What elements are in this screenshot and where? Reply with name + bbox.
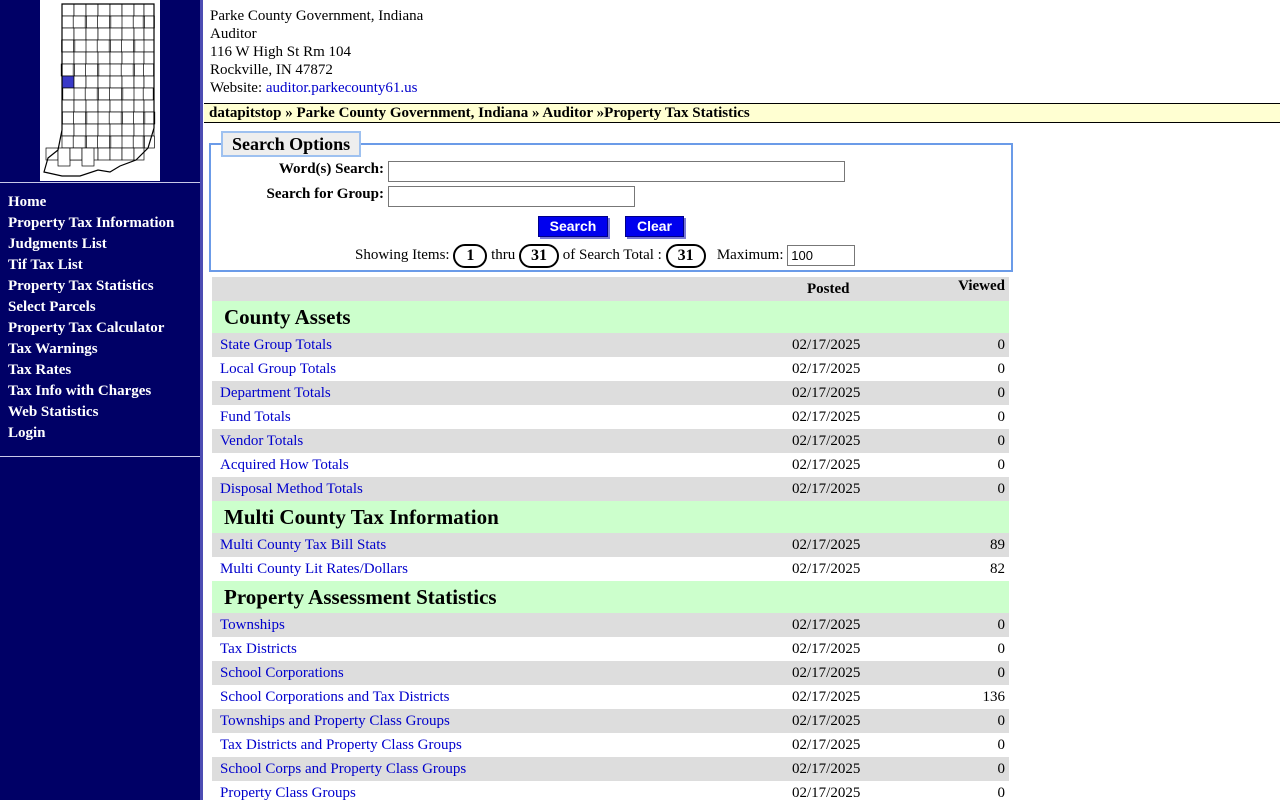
search-button[interactable]: Search xyxy=(538,216,608,237)
sidebar-item-property-tax-statistics[interactable]: Property Tax Statistics xyxy=(8,278,154,294)
posted-header: Posted xyxy=(807,281,850,297)
clear-button[interactable]: Clear xyxy=(625,216,684,237)
website-link[interactable]: auditor.parkecounty61.us xyxy=(265,80,418,96)
report-link[interactable]: State Group Totals xyxy=(220,337,332,353)
report-link[interactable]: Local Group Totals xyxy=(220,361,337,377)
viewed-count: 0 xyxy=(997,409,1005,425)
posted-date: 02/17/2025 xyxy=(792,337,861,353)
posted-date: 02/17/2025 xyxy=(792,737,861,753)
sidebar-item-tax-warnings[interactable]: Tax Warnings xyxy=(8,341,98,357)
sidebar-item-login[interactable]: Login xyxy=(8,425,46,441)
viewed-count: 0 xyxy=(997,385,1005,401)
posted-date: 02/17/2025 xyxy=(792,713,861,729)
table-row xyxy=(212,429,1009,453)
viewed-count: 0 xyxy=(997,433,1005,449)
report-link[interactable]: Multi County Lit Rates/Dollars xyxy=(220,561,408,577)
posted-date: 02/17/2025 xyxy=(792,761,861,777)
posted-date: 02/17/2025 xyxy=(792,561,861,577)
sidebar-item-tif-tax-list[interactable]: Tif Tax List xyxy=(8,257,83,273)
table-row xyxy=(212,557,1009,581)
viewed-count: 0 xyxy=(997,641,1005,657)
report-link[interactable]: Townships xyxy=(220,617,285,633)
map-frame xyxy=(40,0,160,181)
to-count-badge: 31 xyxy=(519,244,559,268)
report-link[interactable]: School Corporations and Tax Districts xyxy=(220,689,450,705)
viewed-header: Viewed xyxy=(958,278,1005,294)
sidebar xyxy=(0,0,203,800)
sidebar-item-judgments-list[interactable]: Judgments List xyxy=(8,236,107,252)
report-link[interactable]: Tax Districts xyxy=(220,641,297,657)
report-link[interactable]: Property Class Groups xyxy=(220,785,356,801)
posted-date: 02/17/2025 xyxy=(792,785,861,801)
viewed-count: 0 xyxy=(997,617,1005,633)
from-count-badge: 1 xyxy=(453,244,487,268)
posted-date: 02/17/2025 xyxy=(792,409,861,425)
report-link[interactable]: Department Totals xyxy=(220,385,331,401)
sidebar-divider-bottom xyxy=(0,456,200,457)
posted-date: 02/17/2025 xyxy=(792,617,861,633)
table-header-row xyxy=(212,277,1009,301)
search-options-legend: Search Options xyxy=(221,131,361,157)
table-row xyxy=(212,637,1009,661)
sidebar-item-web-statistics[interactable]: Web Statistics xyxy=(8,404,99,420)
table-body xyxy=(212,301,1009,805)
report-link[interactable]: School Corporations xyxy=(220,665,344,681)
maximum-input[interactable] xyxy=(787,245,855,266)
table-row xyxy=(212,613,1009,637)
dept-name: Auditor xyxy=(210,26,257,42)
thru-label: thru xyxy=(491,247,516,263)
viewed-count: 0 xyxy=(997,337,1005,353)
viewed-count: 0 xyxy=(997,737,1005,753)
table-row xyxy=(212,733,1009,757)
sidebar-item-property-tax-calculator[interactable]: Property Tax Calculator xyxy=(8,320,165,336)
report-link[interactable]: Disposal Method Totals xyxy=(220,481,363,497)
org-name: Parke County Government, Indiana xyxy=(210,8,424,24)
table-row xyxy=(212,685,1009,709)
posted-date: 02/17/2025 xyxy=(792,641,861,657)
sidebar-item-home[interactable]: Home xyxy=(8,194,47,210)
table-row xyxy=(212,661,1009,685)
table-row xyxy=(212,333,1009,357)
breadcrumb: datapitstop » Parke County Government, Indiana » Auditor »Property Tax Statistics xyxy=(204,103,1280,123)
posted-date: 02/17/2025 xyxy=(792,457,861,473)
website-label: Website: xyxy=(210,80,263,96)
report-link[interactable]: Acquired How Totals xyxy=(220,457,349,473)
report-link[interactable]: Vendor Totals xyxy=(220,433,304,449)
posted-date: 02/17/2025 xyxy=(792,689,861,705)
table-row xyxy=(212,533,1009,557)
posted-date: 02/17/2025 xyxy=(792,665,861,681)
table-row xyxy=(212,357,1009,381)
group-header: County Assets xyxy=(212,301,1009,333)
viewed-count: 82 xyxy=(990,561,1005,577)
viewed-count: 0 xyxy=(997,481,1005,497)
viewed-count: 89 xyxy=(990,537,1005,553)
address-block xyxy=(210,7,423,97)
street-address: 116 W High St Rm 104 xyxy=(210,44,351,60)
viewed-count: 0 xyxy=(997,785,1005,801)
table-row xyxy=(212,781,1009,805)
group-search-input[interactable] xyxy=(388,186,635,207)
showing-items-line xyxy=(355,243,855,267)
table-row xyxy=(212,381,1009,405)
sidebar-nav xyxy=(8,192,174,444)
report-link[interactable]: Townships and Property Class Groups xyxy=(220,713,450,729)
viewed-count: 0 xyxy=(997,713,1005,729)
viewed-count: 0 xyxy=(997,361,1005,377)
viewed-count: 0 xyxy=(997,665,1005,681)
sidebar-item-tax-rates[interactable]: Tax Rates xyxy=(8,362,72,378)
maximum-label: Maximum: xyxy=(716,247,784,263)
words-search-label: Word(s) Search: xyxy=(278,161,384,177)
viewed-count: 0 xyxy=(997,457,1005,473)
total-count-badge: 31 xyxy=(666,244,706,268)
viewed-count: 0 xyxy=(997,761,1005,777)
table-row xyxy=(212,405,1009,429)
table-row xyxy=(212,477,1009,501)
results-table xyxy=(212,277,1009,805)
group-header: Multi County Tax Information xyxy=(212,501,1009,533)
report-link[interactable]: Tax Districts and Property Class Groups xyxy=(220,737,462,753)
showing-label: Showing Items: xyxy=(355,247,450,263)
sidebar-item-select-parcels[interactable]: Select Parcels xyxy=(8,299,96,315)
viewed-count: 136 xyxy=(982,689,1005,705)
report-link[interactable]: Fund Totals xyxy=(220,409,291,425)
sidebar-divider-top xyxy=(0,182,200,183)
search-total-label: of Search Total : xyxy=(562,247,662,263)
table-row xyxy=(212,757,1009,781)
sidebar-item-property-tax-information[interactable]: Property Tax Information xyxy=(8,215,175,231)
table-row xyxy=(212,453,1009,477)
posted-date: 02/17/2025 xyxy=(792,481,861,497)
table-row xyxy=(212,709,1009,733)
group-header: Property Assessment Statistics xyxy=(212,581,1009,613)
words-search-input[interactable] xyxy=(388,161,845,182)
group-search-label: Search for Group: xyxy=(266,186,384,202)
report-link[interactable]: School Corps and Property Class Groups xyxy=(220,761,467,777)
posted-date: 02/17/2025 xyxy=(792,385,861,401)
posted-date: 02/17/2025 xyxy=(792,537,861,553)
report-link[interactable]: Multi County Tax Bill Stats xyxy=(220,537,387,553)
city-state-zip: Rockville, IN 47872 xyxy=(210,62,333,78)
indiana-county-map-icon xyxy=(40,0,160,181)
posted-date: 02/17/2025 xyxy=(792,433,861,449)
posted-date: 02/17/2025 xyxy=(792,361,861,377)
website-line xyxy=(210,79,423,97)
sidebar-item-tax-info-with-charges[interactable]: Tax Info with Charges xyxy=(8,383,152,399)
